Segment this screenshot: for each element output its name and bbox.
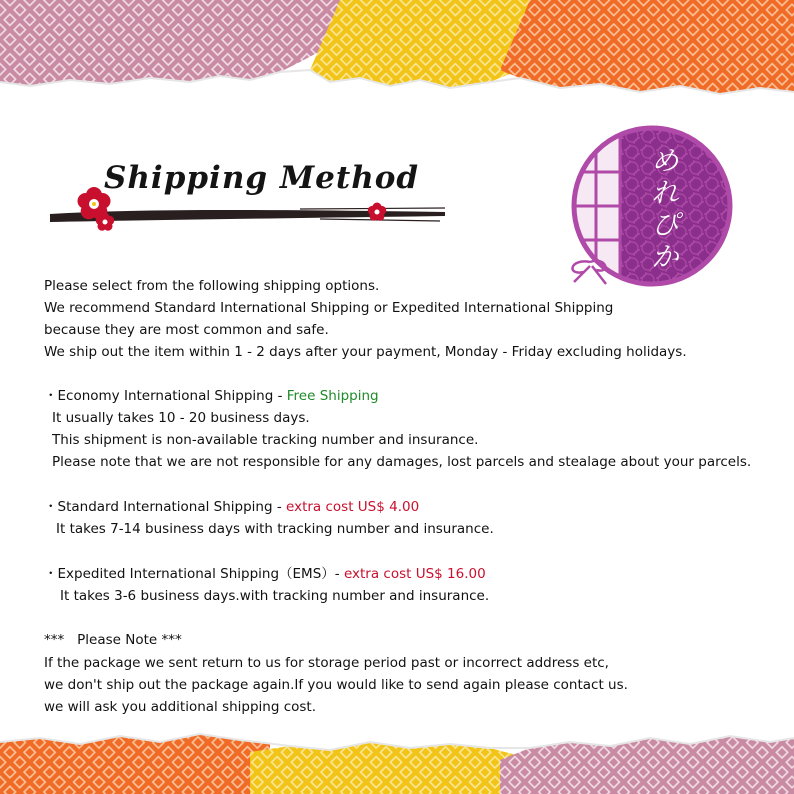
note-line: we will ask you additional shipping cost.: [44, 699, 317, 715]
page-title: Shipping Method: [104, 160, 420, 196]
economy-detail-line: This shipment is non-available tracking number and insurance.: [52, 432, 479, 448]
intro-line: We recommend Standard International Shipping or Expedited International Shipping: [44, 300, 614, 316]
note-line: we don't ship out the package again.If you would like to send again please contact us.: [44, 677, 628, 693]
top-paper-strip: [0, 0, 794, 100]
standard-option-name: ・Standard International Shipping -: [44, 499, 282, 515]
expedited-detail-line: It takes 3-6 business days.with tracking number and insurance.: [60, 588, 490, 604]
economy-option: [44, 388, 379, 404]
standard-option-cost: extra cost US$ 4.00: [286, 499, 420, 515]
economy-detail-line: Please note that we are not responsible for any damages, lost parcels and stealage about your parcels.: [52, 454, 752, 470]
economy-option-cost: Free Shipping: [286, 388, 379, 404]
brand-logo-text: めれぴか: [651, 146, 679, 273]
standard-option: [44, 499, 419, 515]
intro-line: Please select from the following shipping options.: [44, 278, 380, 294]
expedited-option-name: ・Expedited International Shipping（EMS）-: [44, 566, 340, 582]
note-line: If the package we sent return to us for storage period past or incorrect address etc,: [44, 655, 609, 671]
standard-detail-line: It takes 7-14 business days with tracking number and insurance.: [56, 521, 494, 537]
expedited-option: [44, 566, 486, 582]
bottom-paper-strip: [0, 730, 794, 794]
note-heading: *** Please Note ***: [44, 632, 182, 648]
intro-line: We ship out the item within 1 - 2 days after your payment, Monday - Friday excluding holidays.: [44, 344, 687, 360]
economy-option-name: ・Economy International Shipping -: [44, 388, 283, 404]
economy-detail-line: It usually takes 10 - 20 business days.: [52, 410, 310, 426]
intro-line: because they are most common and safe.: [44, 322, 329, 338]
expedited-option-cost: extra cost US$ 16.00: [343, 566, 486, 582]
